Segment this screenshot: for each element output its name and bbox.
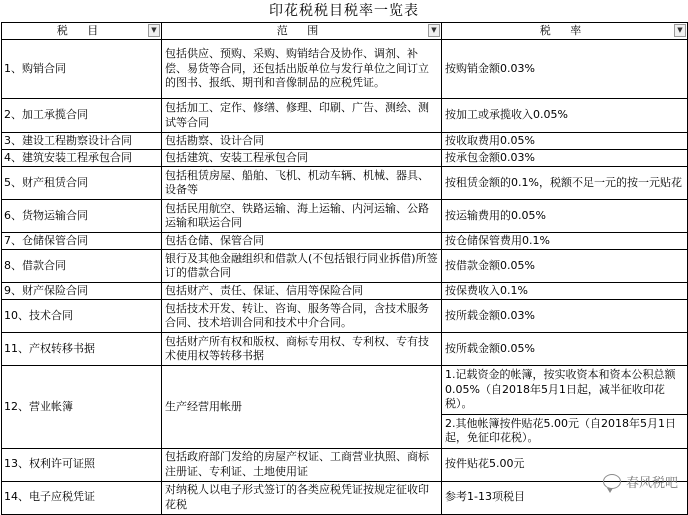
filter-dropdown-icon[interactable]: ▼ (148, 24, 160, 37)
table-row (2, 99, 688, 133)
cell-scope[interactable]: 包括仓储、保管合同 (162, 233, 442, 250)
filter-dropdown-icon[interactable]: ▼ (428, 24, 440, 37)
wechat-icon (603, 474, 621, 489)
cell-rate[interactable]: 按运输费用的0.05% (442, 200, 688, 233)
cell-scope[interactable]: 包括技术开发、转让、咨询、服务等合同，含技术服务合同、技术培训合同和技术中介合同。 (162, 300, 442, 333)
cell-scope[interactable]: 包括加工、定作、修缮、修理、印刷、广告、测绘、测试等合同 (162, 99, 442, 133)
cell-scope[interactable]: 包括租赁房屋、船舶、飞机、机动车辆、机械、器具、设备等 (162, 167, 442, 200)
cell-rate-part-1[interactable]: 1.记载资金的帐簿，按实收资本和资本公积总额0.05%（自2018年5月1日起，减半征收印花税）。 (445, 368, 676, 410)
cell-rate[interactable]: 按租赁金额的0.1%，税额不足一元的按一元贴花 (442, 167, 688, 200)
table-row (2, 133, 688, 150)
header-rate-label: 税 率 (539, 23, 590, 37)
cell-scope[interactable]: 包括财产、责任、保证、信用等保险合同 (162, 283, 442, 300)
table-row (2, 366, 688, 449)
cell-rate (442, 366, 688, 449)
cell-scope[interactable]: 生产经营用帐册 (162, 366, 442, 449)
cell-rate[interactable]: 按借款金额0.05% (442, 250, 688, 283)
cell-scope[interactable]: 包括供应、预购、采购、购销结合及协作、调剂、补偿、易货等合同，还包括出版单位与发行单位之间订立的图书、报纸、期刊和音像制品的应税凭证。 (162, 40, 442, 99)
tax-rate-table (1, 22, 688, 515)
sheet-title: 印花税税目税率一览表 (269, 3, 419, 19)
table-row (2, 40, 688, 99)
cell-item[interactable]: 2、加工承揽合同 (2, 99, 162, 133)
table-row (2, 283, 688, 300)
cell-scope[interactable]: 包括民用航空、铁路运输、海上运输、内河运输、公路运输和联运合同 (162, 200, 442, 233)
cell-item[interactable]: 11、产权转移书据 (2, 333, 162, 366)
table-row (2, 333, 688, 366)
cell-item[interactable]: 14、电子应税凭证 (2, 481, 162, 514)
cell-item[interactable]: 8、借款合同 (2, 250, 162, 283)
table-row (2, 150, 688, 167)
cell-rate[interactable]: 按所载金额0.03% (442, 300, 688, 333)
header-scope[interactable] (162, 23, 442, 40)
cell-rate[interactable]: 按承包金额0.03% (442, 150, 688, 167)
cell-item[interactable]: 7、仓储保管合同 (2, 233, 162, 250)
cell-item[interactable]: 10、技术合同 (2, 300, 162, 333)
table-row (2, 200, 688, 233)
cell-scope[interactable]: 对纳税人以电子形式签订的各类应税凭证按规定征收印花税 (162, 481, 442, 514)
cell-item[interactable]: 5、财产租赁合同 (2, 167, 162, 200)
table-row (2, 250, 688, 283)
watermark-text: 春风税吧 (625, 476, 678, 491)
table-row (2, 233, 688, 250)
cell-item[interactable]: 9、财产保险合同 (2, 283, 162, 300)
cell-rate-part-2[interactable]: 2.其他帐簿按件贴花5.00元（自2018年5月1日起，免征印花税）。 (442, 414, 687, 448)
header-row (2, 23, 688, 40)
cell-scope[interactable]: 包括勘察、设计合同 (162, 133, 442, 150)
cell-item[interactable]: 4、建筑安装工程承包合同 (2, 150, 162, 167)
cell-scope[interactable]: 包括建筑、安装工程承包合同 (162, 150, 442, 167)
cell-rate[interactable]: 按保费收入0.1% (442, 283, 688, 300)
cell-item[interactable]: 1、购销合同 (2, 40, 162, 99)
table-row (2, 300, 688, 333)
cell-scope[interactable]: 包括财产所有权和版权、商标专用权、专利权、专有技术使用权等转移书据 (162, 333, 442, 366)
header-item-label: 税 目 (56, 23, 107, 37)
cell-item[interactable]: 3、建设工程勘察设计合同 (2, 133, 162, 150)
filter-dropdown-icon[interactable]: ▼ (674, 24, 686, 37)
cell-item[interactable]: 6、货物运输合同 (2, 200, 162, 233)
cell-scope[interactable]: 包括政府部门发给的房屋产权证、工商营业执照、商标注册证、专利证、土地使用证 (162, 448, 442, 481)
table-row (2, 167, 688, 200)
cell-rate[interactable]: 参考1-13项税目 (442, 481, 688, 514)
cell-rate[interactable]: 按所载金额0.05% (442, 333, 688, 366)
cell-scope[interactable]: 银行及其他金融组织和借款人(不包括银行同业拆借)所签订的借款合同 (162, 250, 442, 283)
header-rate[interactable] (442, 23, 688, 40)
table-row (2, 448, 688, 481)
cell-rate[interactable]: 按件贴花5.00元 (442, 448, 688, 481)
watermark (603, 472, 678, 491)
header-scope-label: 范 围 (276, 23, 327, 37)
cell-rate[interactable]: 按加工或承揽收入0.05% (442, 99, 688, 133)
cell-rate[interactable]: 按购销金额0.03% (442, 40, 688, 99)
cell-rate[interactable]: 按收取费用0.05% (442, 133, 688, 150)
cell-item[interactable]: 13、权利许可证照 (2, 448, 162, 481)
cell-rate[interactable]: 按仓储保管费用0.1% (442, 233, 688, 250)
table-row (2, 481, 688, 514)
header-item[interactable] (2, 23, 162, 40)
cell-item[interactable]: 12、营业帐簿 (2, 366, 162, 449)
